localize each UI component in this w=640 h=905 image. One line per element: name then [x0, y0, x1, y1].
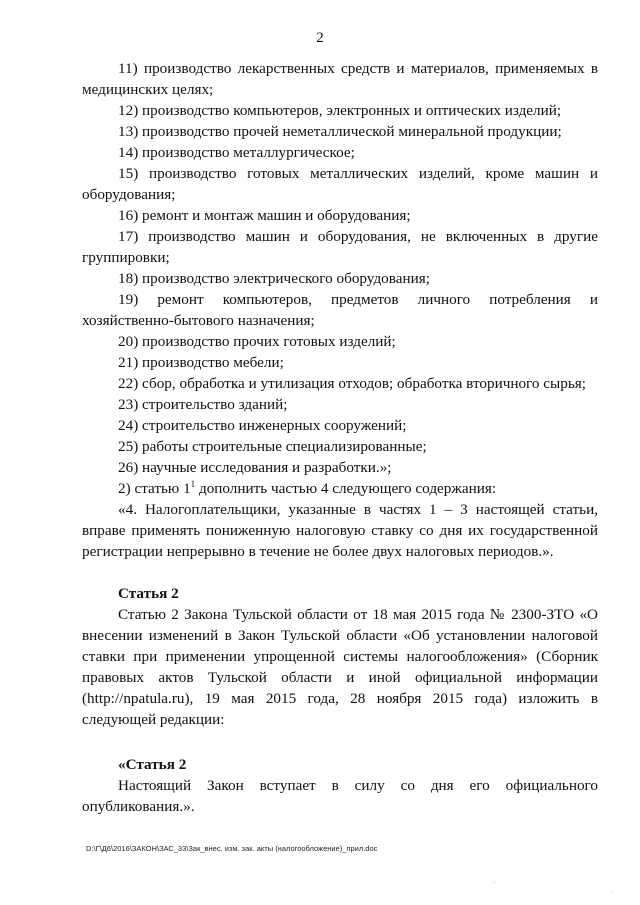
- quoted-article-heading: «Статья 2: [118, 756, 187, 773]
- scan-speck: [494, 882, 495, 883]
- quoted-article-text: Настоящий Закон вступает в силу со дня его официального опубликования.».: [82, 777, 598, 815]
- amendment-item-2-start: 2) статью 1: [118, 480, 191, 497]
- amendment-item-2: [82, 478, 598, 499]
- list-item-16: 16) ремонт и монтаж машин и оборудования;: [118, 207, 411, 224]
- list-item-18: 18) производство электрического оборудования;: [118, 270, 430, 287]
- list-item-14: 14) производство металлургическое;: [118, 144, 355, 161]
- list-item-19: 19) ремонт компьютеров, предметов личного потребления и хозяйственно-бытового назначения;: [82, 291, 598, 329]
- list-item-26: 26) научные исследования и разработки.»;: [118, 459, 392, 476]
- list-item-12: 12) производство компьютеров, электронных и оптических изделий;: [118, 102, 562, 119]
- list-item-21: 21) производство мебели;: [118, 354, 284, 371]
- scan-speck: [612, 892, 613, 893]
- article-2-text: Статью 2 Закона Тульской области от 18 мая 2015 года № 2300-ЗТО «О внесении изменений в Закон Тульской области «Об установлении налоговой ставки при применении упрощенной системы налогообложения» (Сборник правовых актов Тульской области и иной официальной информации (http://npatula.ru), 19 мая 2015 года, 28 ноября 2015 года) изложить в следующей редакции:: [82, 606, 598, 728]
- list-item-11: 11) производство лекарственных средств и материалов, применяемых в медицинских целях;: [82, 60, 598, 98]
- superscript: 1: [190, 479, 196, 489]
- part-4-text: «4. Налогоплательщики, указанные в частях 1 – 3 настоящей статьи, вправе применять пониженную налоговую ставку со дня их государственной регистрации непрерывно в течение не более двух налоговых периодов.».: [82, 501, 598, 560]
- list-item-17: 17) производство машин и оборудования, не включенных в другие группировки;: [82, 228, 598, 266]
- list-item-13: 13) производство прочей неметаллической минеральной продукции;: [118, 123, 562, 140]
- page-number: 2: [316, 30, 324, 46]
- list-item-15: 15) производство готовых металлических изделий, кроме машин и оборудования;: [82, 165, 598, 203]
- file-path-footer: D:\Г\Д6\2016\ЗАКОН\ЗАС_33\Зак_внес. изм. зак. акты (налогообложение)_прил.doc: [86, 844, 378, 853]
- amendment-item-2-end: дополнить частью 4 следующего содержания:: [195, 480, 497, 497]
- list-item-23: 23) строительство зданий;: [118, 396, 288, 413]
- list-item-25: 25) работы строительные специализированные;: [118, 438, 427, 455]
- list-item-22: 22) сбор, обработка и утилизация отходов; обработка вторичного сырья;: [118, 375, 586, 392]
- list-item-20: 20) производство прочих готовых изделий;: [118, 333, 396, 350]
- article-2-heading: Статья 2: [118, 585, 179, 602]
- document-body: [82, 58, 598, 817]
- list-item-24: 24) строительство инженерных сооружений;: [118, 417, 407, 434]
